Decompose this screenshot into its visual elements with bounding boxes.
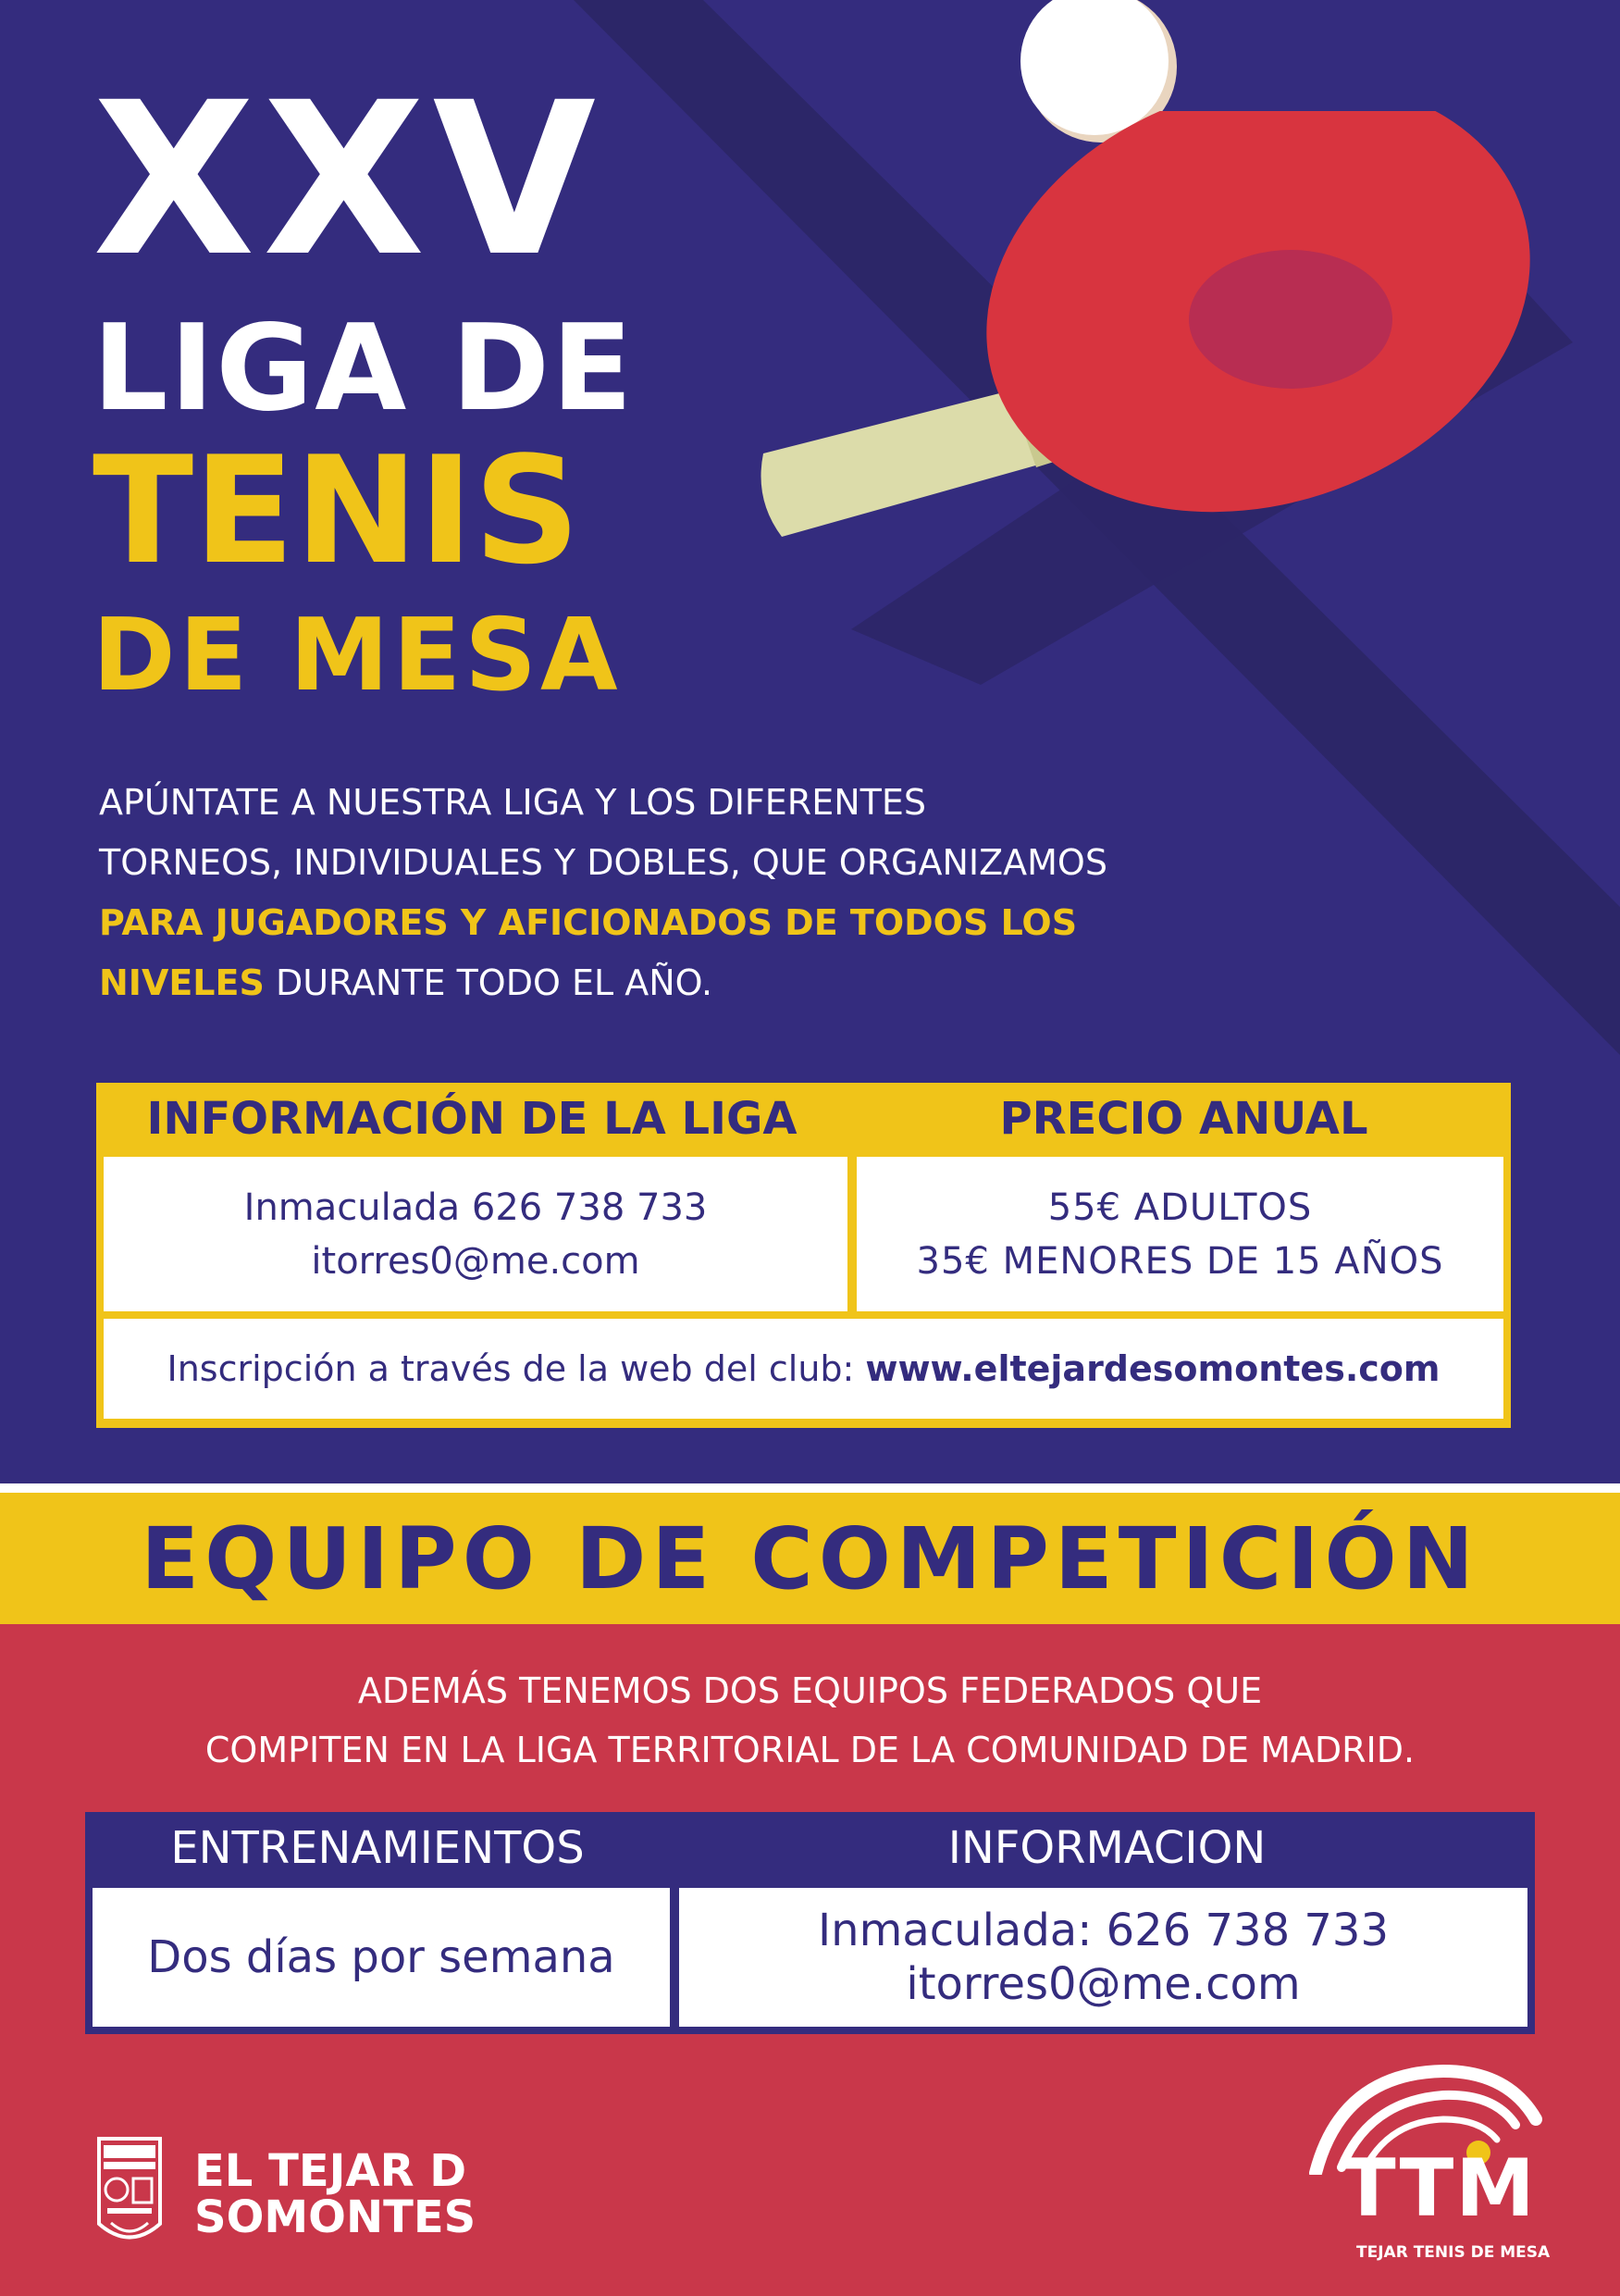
title-line-tenis: TENIS: [93, 424, 581, 597]
club-name-line-2: SOMONTES: [194, 2191, 476, 2243]
ttm-logo: [1305, 2064, 1554, 2267]
annual-price-header: PRECIO ANUAL: [999, 1093, 1368, 1145]
intro-line-3: DURANTE TODO EL AÑO.: [264, 962, 713, 1003]
annual-price-cell: [857, 1157, 1503, 1311]
team-info-box: [85, 1812, 1535, 2034]
signup-text: Inscripción a través de la web del club:: [167, 1348, 855, 1389]
training-value: Dos días por semana: [147, 1931, 615, 1983]
competition-description: [0, 1661, 1620, 1780]
training-cell: [93, 1888, 670, 2027]
intro-line-1: APÚNTATE A NUESTRA LIGA Y LOS DIFERENTES: [99, 782, 926, 823]
paddle-icon: [740, 111, 1620, 759]
club-logo: [96, 2136, 476, 2253]
league-contact-name: Inmaculada 626 738 733: [243, 1185, 708, 1229]
intro-line-2: TORNEOS, INDIVIDUALES Y DOBLES, QUE ORGANIZAMOS: [99, 842, 1107, 883]
league-contact-email[interactable]: itorres0@me.com: [311, 1239, 640, 1283]
divider-line: [0, 1483, 1620, 1493]
intro-text: [99, 773, 1302, 1013]
title-line-mesa: DE MESA: [93, 598, 622, 714]
price-adults: 55€ ADULTOS: [1047, 1185, 1313, 1229]
team-contact-cell: [679, 1888, 1527, 2027]
title-number: XXV: [93, 56, 604, 303]
training-header: ENTRENAMIENTOS: [170, 1822, 585, 1874]
team-info-header: INFORMACION: [947, 1822, 1267, 1874]
intro-highlight-2: NIVELES: [99, 962, 265, 1003]
title-line-liga: LIGA DE: [93, 300, 635, 438]
ttm-wordmark: TTM: [1342, 2142, 1537, 2235]
team-contact-name: Inmaculada: 626 738 733: [818, 1905, 1389, 1956]
intro-highlight-1: PARA JUGADORES Y AFICIONADOS DE TODOS LOS: [99, 902, 1078, 943]
league-info-header: INFORMACIÓN DE LA LIGA: [146, 1093, 798, 1145]
league-info-box: [96, 1083, 1511, 1428]
club-name-line-1: EL TEJAR D: [194, 2145, 467, 2197]
competition-banner: [0, 1493, 1620, 1624]
price-minors: 35€ MENORES DE 15 AÑOS: [916, 1239, 1444, 1283]
club-crest-icon: [96, 2136, 163, 2253]
signup-row: [104, 1319, 1503, 1419]
competition-desc-line-1: ADEMÁS TENEMOS DOS EQUIPOS FEDERADOS QUE: [357, 1670, 1263, 1711]
team-contact-email[interactable]: itorres0@me.com: [906, 1958, 1301, 2010]
club-name: [194, 2145, 476, 2243]
league-contact-cell: [104, 1157, 847, 1311]
ttm-subtitle: TEJAR TENIS DE MESA: [1356, 2243, 1551, 2262]
competition-title: EQUIPO DE COMPETICIÓN: [141, 1508, 1479, 1608]
signup-url-link[interactable]: www.eltejardesomontes.com: [865, 1348, 1441, 1389]
competition-desc-line-2: COMPITEN EN LA LIGA TERRITORIAL DE LA COMUNIDAD DE MADRID.: [204, 1730, 1416, 1770]
